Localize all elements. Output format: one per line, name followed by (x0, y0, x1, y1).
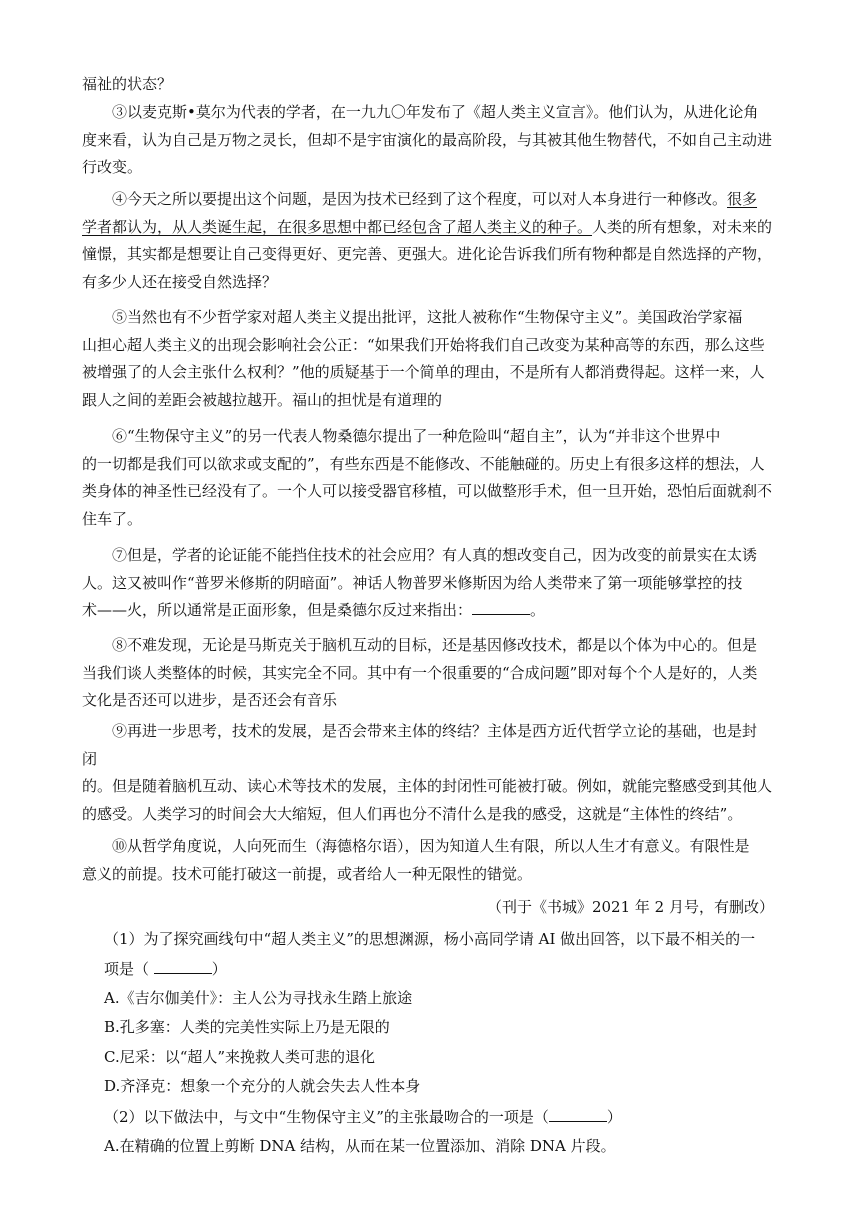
paragraph-5 (82, 304, 782, 414)
text-line: 人。这又被叫作“普罗米修斯的阴暗面”。神话人物普罗米修斯因为给人类带来了第一项能够掌控的技 (82, 573, 743, 592)
text-line: 有多少人还在接受自然选择？ (82, 272, 278, 291)
text-line: 的。但是随着脑机互动、读心术等技术的发展，主体的封闭性可能被打破。例如，就能完整感受到其他人 (82, 777, 773, 795)
text-line: 度来看，认为自己是万物之灵长，但却不是宇宙演化的最高阶段，与其被其他生物替代，不如自己主动进 (82, 130, 773, 149)
text-line: 意义的前提。技术可能打破这一前提，或者给人一种无限性的错觉。 (82, 864, 533, 883)
text-line: 山担心超人类主义的出现会影响社会公正：“如果我们开始将我们自己改变为某种高等的东西，那么这些 (82, 335, 765, 354)
paragraph-0 (82, 71, 782, 99)
option-c: C.尼采：以“超人”来挽救人类可悲的退化 (104, 1048, 376, 1066)
text-line: 类身体的神圣性已经没有了。一个人可以接受器官移植，可以做整形手术，但一旦开始，恐怕后面就刹不 (82, 482, 773, 500)
option-a: A.《吉尔伽美什》：主人公为寻找永生踏上旅途 (104, 989, 413, 1007)
text-line: 文化是否还可以进步，是否还会有音乐 (82, 691, 338, 709)
paragraph-4 (82, 186, 782, 296)
option-b: B.孔多塞：人类的完美性实际上乃是无限的 (104, 1018, 390, 1036)
underlined-sentence: 学者都认为，从人类诞生起，在很多思想中都已经包含了超人类主义的种子。 (82, 217, 593, 236)
text-line: ⑨再进一步思考，技术的发展，是否会带来主体的终结？主体是西方近代哲学立论的基础，也是封 (112, 722, 758, 740)
answer-blank (472, 598, 530, 615)
text-line: 被增强了的人会主张什么权利？”他的质疑基于一个简单的理由，不是所有人都消费得起。这样一来，人 (82, 363, 765, 381)
paragraph-6 (82, 423, 782, 533)
text-run: 。 (530, 601, 546, 619)
question-1-stem: （1）为了探究画线句中“超人类主义”的思想渊源，杨小高同学请 AI 做出回答，以下最不相关的一 (104, 930, 756, 948)
text-line: ⑦但是，学者的论证能不能挡住技术的社会应用？有人真的想改变自己，因为改变的前景实在太诱 (112, 546, 758, 564)
text-run: ④今天之所以要提出这个问题，是因为技术已经到了这个程度，可以对人本身进行一种修改。 (112, 190, 728, 208)
source-citation: （刊于《书城》2021 年 2 月号，有删改） (486, 898, 774, 916)
text-line: 憧憬，其实都是想要让自己变得更好、更完善、更强大。进化论告诉我们所有物种都是自然选择的产物， (82, 245, 773, 263)
text-run: 术——火，所以通常是正面形象，但是桑德尔反过来指出： (82, 601, 473, 619)
paragraph-8 (82, 632, 782, 715)
option-a: A.在精确的位置上剪断 DNA 结构，从而在某一位置添加、消除 DNA 片段。 (104, 1137, 616, 1155)
text-line: ⑥“生物保守主义”的另一代表人物桑德尔提出了一种危险叫“超自主”，认为“并非这个世界中 (112, 427, 721, 445)
text-line: 的一切都是我们可以欲求或支配的”，有些东西是不能修改、不能触碰的。历史上有很多这样的想法，人 (82, 454, 765, 473)
paragraph-7 (82, 542, 782, 625)
text-line: 住车了。 (82, 509, 143, 528)
question-2-stem (104, 1105, 622, 1127)
text-line: ⑩从哲学角度说，人向死而生（海德格尔语），因为知道人生有限，所以人生才有意义。有限性是 (112, 837, 750, 855)
text-line (82, 214, 782, 242)
text-line: 跟人之间的差距会被越拉越开。福山的担忧是有道理的 (82, 390, 443, 409)
text-line: 的感受。人类学习的时间会大大缩短，但人们再也分不清什么是我的感受，这就是“主体性的终结”。 (82, 804, 743, 823)
text-run: ） (211, 960, 227, 978)
option-d: D.齐泽克：想象一个充分的人就会失去人性本身 (104, 1077, 421, 1095)
paragraph-3 (82, 99, 782, 182)
text-line: 闭 (82, 749, 98, 768)
text-line (82, 597, 782, 625)
question-1-stem-line2 (104, 957, 227, 979)
underlined-sentence: 很多 (727, 190, 758, 208)
text-line: 行改变。 (82, 158, 143, 176)
paragraph-10 (82, 833, 782, 888)
answer-blank (549, 1105, 607, 1122)
text-line: ⑧不难发现，无论是马斯克关于脑机互动的目标，还是基因修改技术，都是以个体为中心的。但是 (112, 636, 758, 654)
text-line: ③以麦克斯•莫尔为代表的学者，在一九九〇年发布了《超人类主义宣言》。他们认为，从进化论角 (112, 103, 759, 121)
text-line: ⑤当然也有不少哲学家对超人类主义提出批评，这批人被称作“生物保守主义”。美国政治学家福 (112, 308, 743, 326)
paragraph-9 (82, 718, 782, 828)
text-line (82, 186, 782, 214)
text-run: ） (606, 1108, 622, 1126)
text-line: 当我们谈人类整体的时候，其实完全不同。其中有一个很重要的“合成问题”即对每个个人是好的，人类 (82, 663, 758, 682)
text-line: 福祉的状态？ (82, 75, 173, 93)
text-run: （2）以下做法中，与文中“生物保守主义”的主张最吻合的一项是（ (104, 1108, 549, 1126)
text-run: 人类的所有想象，对未来的 (592, 217, 773, 236)
answer-blank (154, 957, 212, 974)
text-run: 项是（ (104, 960, 150, 978)
